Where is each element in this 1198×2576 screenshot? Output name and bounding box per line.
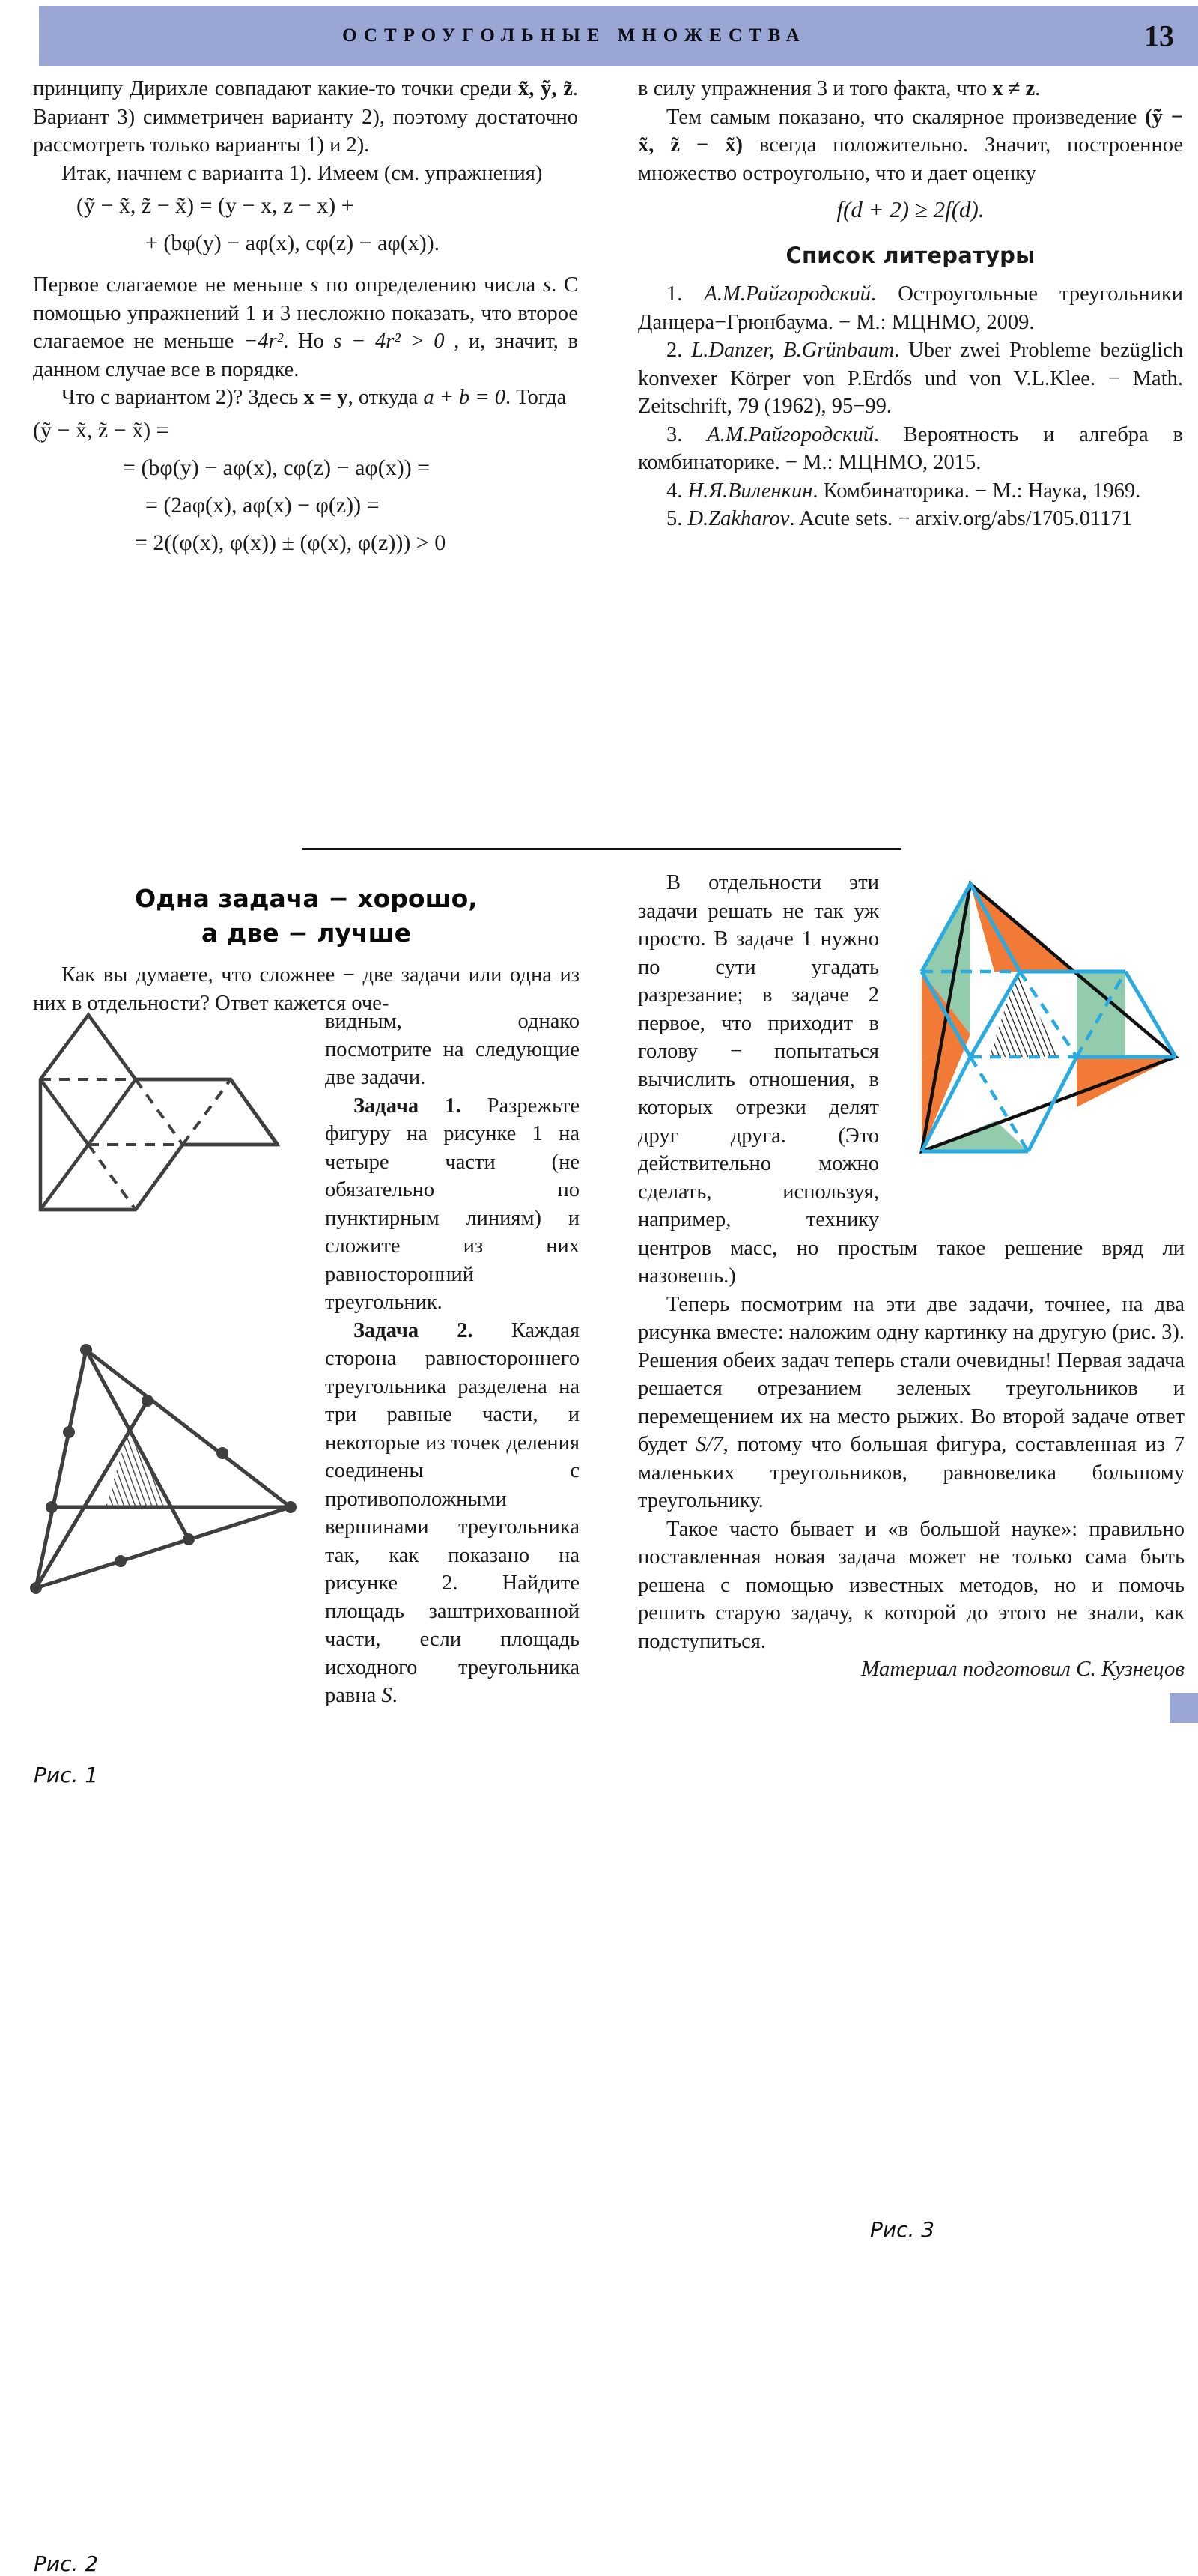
- reference-title: . Остроугольные треугольники Данцера−Грюнбаума. − М.: МЦНМО, 2009.: [638, 282, 1183, 334]
- figure-1-caption: Рис. 1: [34, 1763, 99, 1787]
- article-title: [33, 882, 580, 951]
- text-run: Тем самым показано, что скалярное произведение: [666, 105, 1146, 129]
- figure-3-svg: [891, 873, 1191, 1225]
- article-title-line1: Одна задача − хорошо,: [135, 884, 478, 913]
- paragraph-scalar-product: [638, 103, 1183, 188]
- text-run: Первое слагаемое не меньше: [33, 273, 311, 297]
- paragraph-overlay: [638, 1291, 1185, 1515]
- answer-fraction: S/7: [696, 1433, 723, 1456]
- paragraph-variant1: Итак, начнем с варианта 1). Имеем (см. упражнения): [61, 161, 543, 185]
- formula-estimate: f(d + 2) ≥ 2f(d).: [836, 196, 985, 222]
- right-lower-column: [638, 869, 1185, 1684]
- figure-2-svg: [30, 1341, 322, 1640]
- reference-number: 2.: [666, 339, 683, 362]
- formula-line: = (bφ(y) − aφ(x), cφ(z) − aφ(x)) =: [123, 455, 431, 480]
- reference-item: [638, 421, 1183, 477]
- fig2-main-triangle: [36, 1350, 291, 1588]
- figure-2-caption: Рис. 2: [34, 2551, 99, 2576]
- task-2-label: Задача 2.: [353, 1318, 473, 1342]
- task-2-area-symbol: S: [381, 1684, 392, 1707]
- page-header-band: [39, 6, 1198, 66]
- text-run: , откуда: [347, 386, 424, 409]
- paragraph-separate-tasks: В отдельности эти задачи решать не так уж просто. В задаче 1 нужно по сути угадать разрезание; в задаче 2 первое, что приходит в голову − попытаться вычислить отношения, в которых отрезки делят друг друга. (Это действительно можно сделать, используя, например, технику центров масс, но простым такое решение вряд ли назовешь.): [638, 871, 1185, 1288]
- fig1-lower-right: [136, 1145, 183, 1210]
- text-run: . С помощью упражнений 1 и 3 несложно показать, что второе слагаемое не меньше: [33, 273, 579, 353]
- page-title: ОСТРОУГОЛЬНЫЕ МНОЖЕСТВА: [342, 25, 806, 46]
- reference-item: [638, 336, 1183, 421]
- math-inline: s: [310, 273, 319, 297]
- paragraph-variant2: [33, 384, 578, 412]
- page-number: 13: [1144, 19, 1174, 53]
- math-vars-inline: x̃, ỹ, z̃: [518, 77, 573, 100]
- fig1-dash-d: [88, 1145, 136, 1210]
- paragraph-mid-continue: видным, однако посмотрите на следующие две задачи.: [325, 1010, 580, 1089]
- formula-line: + (bφ(y) − aφ(x), cφ(z) − aφ(x)).: [145, 231, 440, 255]
- fig1-right-up: [231, 1079, 278, 1145]
- reference-number: 1.: [666, 282, 683, 306]
- lower-article: [0, 869, 1198, 2576]
- task-1: [325, 1092, 580, 1317]
- reference-number: 5.: [666, 507, 683, 530]
- text-run: всегда положительно. Значит, построенное множество остроугольно, что и дает оценку: [638, 133, 1183, 185]
- reference-title: . Вероятность и алгебра в комбинаторике. − М.: МЦНМО, 2015.: [638, 422, 1183, 474]
- text-run: , потому что большая фигура, составленная из 7 маленьких треугольников, равновелика большому треугольнику.: [638, 1433, 1185, 1512]
- figure-2: [30, 1341, 322, 1640]
- paragraph-first-term: [33, 271, 578, 384]
- text-run: . Но: [283, 330, 334, 353]
- reference-number: 4.: [666, 479, 683, 503]
- reference-title: . Комбинаторика. − М.: Наука, 1969.: [812, 479, 1141, 503]
- fig1-dash-a: [136, 1079, 183, 1145]
- article-lead: Как вы думаете, что сложнее − две задачи или одна из них в отдельности? Ответ кажется оче-: [33, 963, 580, 1015]
- text-run: .: [392, 1684, 398, 1707]
- article-signature: Материал подготовил С. Кузнецов: [861, 1657, 1185, 1681]
- text-run: , и, значит, в данном случае все в порядке.: [33, 330, 578, 381]
- left-column: [33, 75, 578, 562]
- section-divider: [302, 848, 901, 850]
- math-inline: a + b = 0: [423, 386, 506, 409]
- fig2-cevian-a: [86, 1350, 189, 1539]
- figure-1-svg: [30, 1006, 322, 1253]
- task-1-label: Задача 1.: [353, 1094, 461, 1118]
- math-inline: x ≠ z: [992, 77, 1036, 100]
- formula-line: (ỹ − x̃, z̃ − x̃) =: [33, 417, 169, 443]
- paragraph-exercise3: [638, 75, 1183, 103]
- formula-line: = (2aφ(x), aφ(x) − φ(z)) =: [145, 492, 380, 518]
- text-run: .: [1035, 77, 1041, 100]
- reference-item: [638, 505, 1183, 533]
- right-column: [638, 75, 1183, 533]
- fig1-left-edge: [40, 1079, 88, 1145]
- task-1-text: Разрежьте фигуру на рисунке 1 на четыре части (не обязательно по пунктирным линиям) и сложите из них равносторонний треугольник.: [325, 1094, 580, 1314]
- task-2-text: Каждая сторона равностороннего треугольника разделена на три равные части, и некоторые из точек деления соединены с противоположными вершинами треугольника так, как показано на рисунке 2. Найдите площадь заштрихованной части, если площадь исходного треугольника равна: [325, 1318, 580, 1707]
- reference-title: . Uber zwei Probleme bezüglich konvexer Körper von P.Erdős und von V.L.Klee. − Math. Zeitschrift, 79 (1962), 95−99.: [638, 339, 1183, 418]
- reference-title: . Acute sets. − arxiv.org/abs/1705.01171: [789, 507, 1132, 530]
- math-inline: (ỹ − x̃, z̃ − x̃): [638, 105, 1183, 157]
- reference-author: А.М.Райгородский: [707, 422, 874, 446]
- text-run: по определению числа: [318, 273, 543, 297]
- math-inline: −4r²: [243, 330, 284, 353]
- bibliography-heading: Список литературы: [785, 243, 1036, 268]
- formula-block-2: [33, 412, 578, 562]
- figure-3-caption: Рис. 3: [870, 2217, 935, 2242]
- formula-line: = 2((φ(x), φ(x)) ± (φ(x), φ(z))) > 0: [135, 530, 446, 555]
- figure-3: [891, 873, 1191, 1225]
- middle-column: [325, 1007, 580, 1710]
- paragraph-big-science: Такое часто бывает и «в большой науке»: правильно поставленная новая задача может не только сама быть решена с помощью известных методов, но и помочь решить старую задачу, к которой до этого не знали, как подступиться.: [638, 1517, 1185, 1653]
- math-inline: s − 4r² > 0: [333, 330, 445, 353]
- fig2-division-points: [30, 1344, 297, 1594]
- reference-item: [638, 477, 1183, 506]
- top-content-area: [0, 75, 1198, 824]
- reference-author: D.Zakharov: [687, 507, 790, 530]
- fig1-dash-c: [183, 1079, 231, 1145]
- reference-item: [638, 280, 1183, 336]
- article-title-line2: а две − лучше: [201, 918, 412, 948]
- text-run: . Тогда: [505, 386, 567, 409]
- math-inline: s: [543, 273, 552, 297]
- footer-corner-mark: [1170, 1693, 1198, 1723]
- reference-author: А.М.Райгородский: [704, 282, 872, 306]
- text-run: Теперь посмотрим на эти две задачи, точнее, на два рисунка вместе: наложим одну картинку на другую (рис. 3). Решения обеих задач теперь стали очевидны! Первая задача решается отрезанием зеленых треугольников и перемещением их на место рыжих. Во второй задаче ответ будет: [638, 1292, 1185, 1456]
- fig1-lower-left: [40, 1145, 88, 1210]
- formula-block-1: [33, 187, 578, 262]
- paragraph-dirichlet: [33, 75, 578, 160]
- text-run: принципу Дирихле совпадают какие-то точки среди: [33, 77, 519, 100]
- reference-number: 3.: [666, 422, 683, 446]
- reference-author: L.Danzer, B.Grünbaum: [691, 339, 895, 362]
- text-run: Что с вариантом 2)? Здесь: [61, 386, 304, 409]
- formula-line: (ỹ − x̃, z̃ − x̃) = (y − x, z − x) +: [76, 193, 354, 218]
- math-inline: x = y: [303, 386, 348, 409]
- text-run: . Вариант 3) симметричен варианту 2), поэтому достаточно рассмотреть только варианты 1) и 2).: [33, 77, 578, 157]
- fig1-top-triangle: [40, 1015, 136, 1079]
- fig3-hatched-region: [989, 973, 1060, 1057]
- text-run: в силу упражнения 3 и того факта, что: [638, 77, 993, 100]
- task-2: [325, 1317, 580, 1710]
- reference-author: Н.Я.Виленкин: [687, 479, 813, 503]
- figure-1: [30, 1006, 322, 1253]
